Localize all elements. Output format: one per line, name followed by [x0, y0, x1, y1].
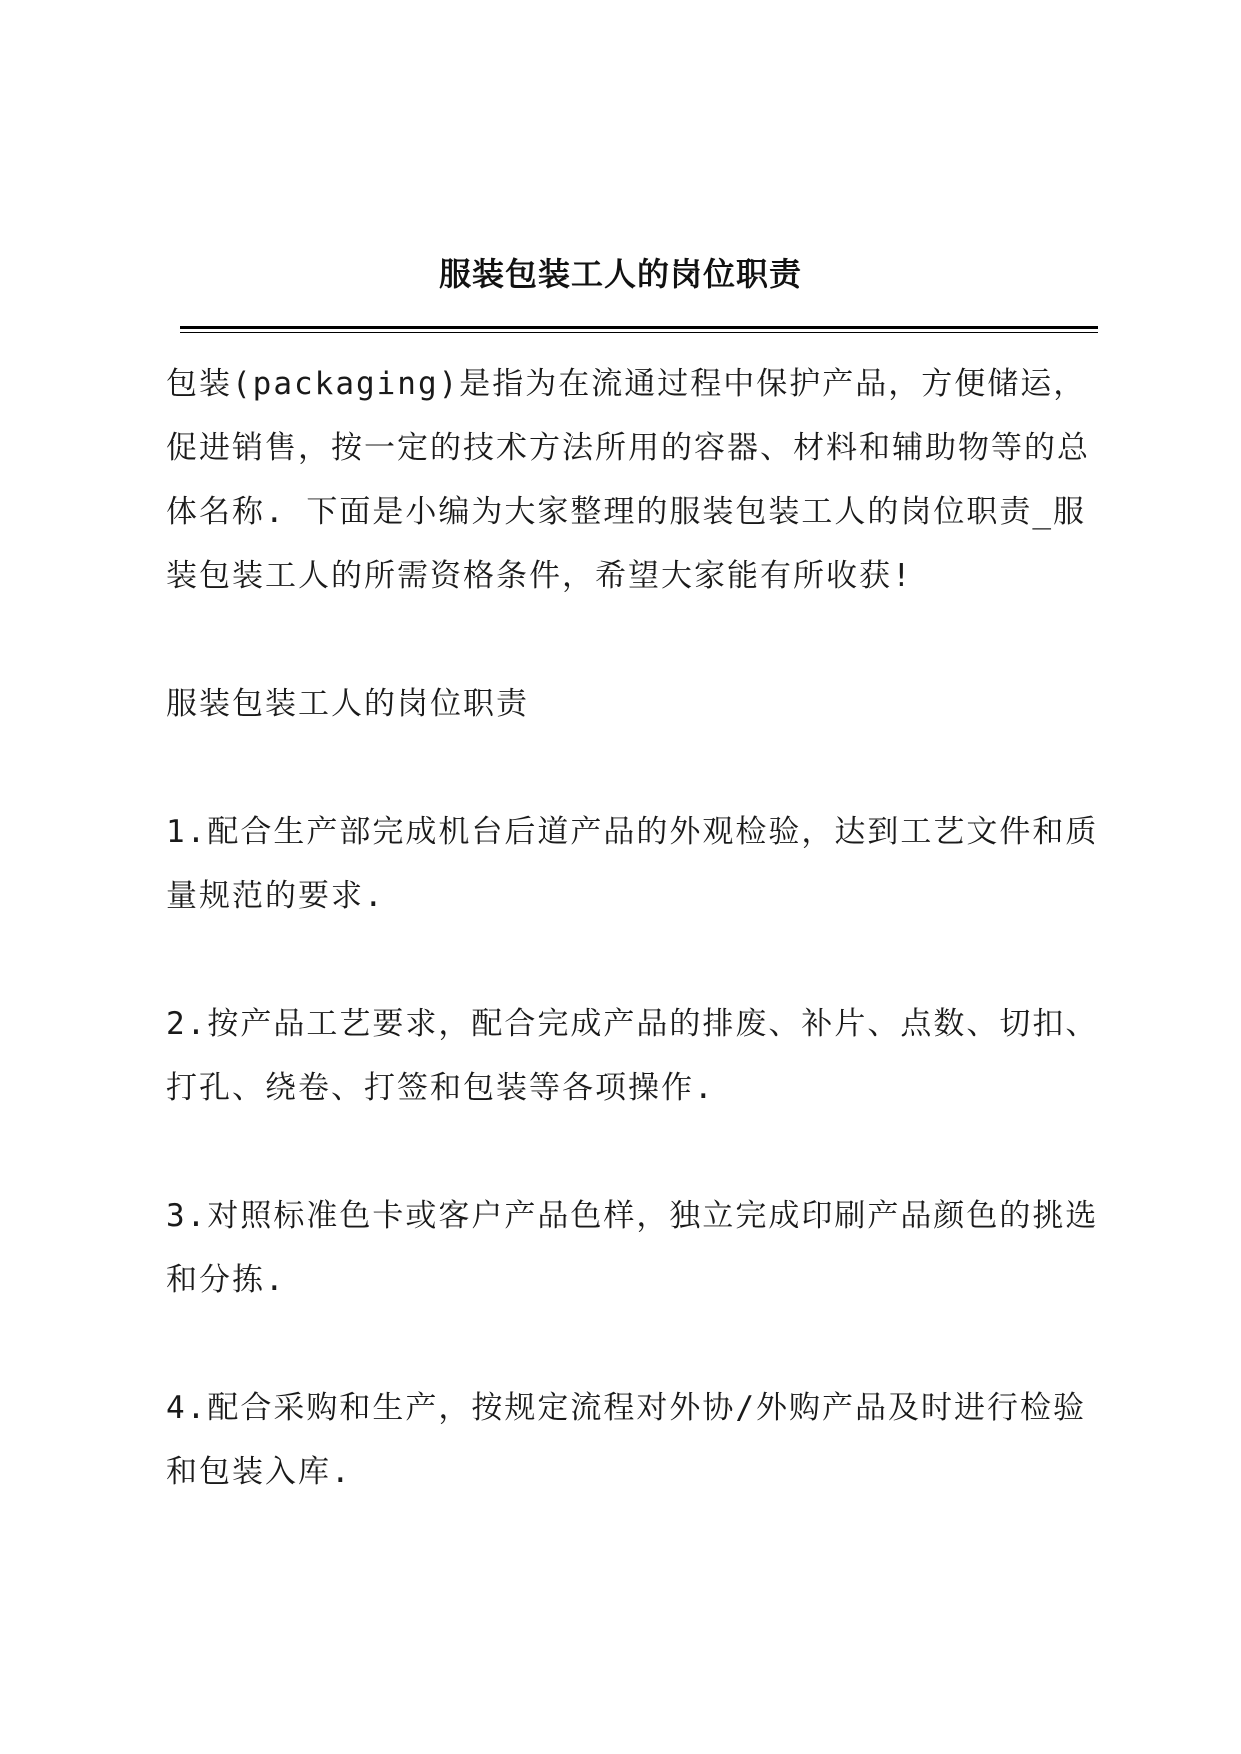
intro-paragraph: 包装(packaging)是指为在流通过程中保护产品，方便储运，促进销售，按一定的技术方法所用的容器、材料和辅助物等的总体名称. 下面是小编为大家整理的服装包装工人的岗位职责_服装包装工人的所需资格条件，希望大家能有所收获! [166, 366, 1090, 594]
document-title: 服装包装工人的岗位职责 [438, 255, 802, 293]
title-rule-thin [180, 332, 1098, 333]
document-body [166, 352, 1100, 1504]
section-heading: 服装包装工人的岗位职责 [166, 686, 529, 722]
duty-item-3: 3.对照标准色卡或客户产品色样，独立完成印刷产品颜色的挑选和分拣. [166, 1198, 1099, 1298]
duty-item-1: 1.配合生产部完成机台后道产品的外观检验，达到工艺文件和质量规范的要求. [166, 814, 1099, 914]
title-rule-thick [180, 326, 1098, 329]
duty-item-4: 4.配合采购和生产，按规定流程对外协/外购产品及时进行检验和包装入库. [166, 1390, 1086, 1490]
duty-item-2: 2.按产品工艺要求，配合完成产品的排废、补片、点数、切扣、打孔、绕卷、打签和包装等各项操作. [166, 1006, 1099, 1106]
